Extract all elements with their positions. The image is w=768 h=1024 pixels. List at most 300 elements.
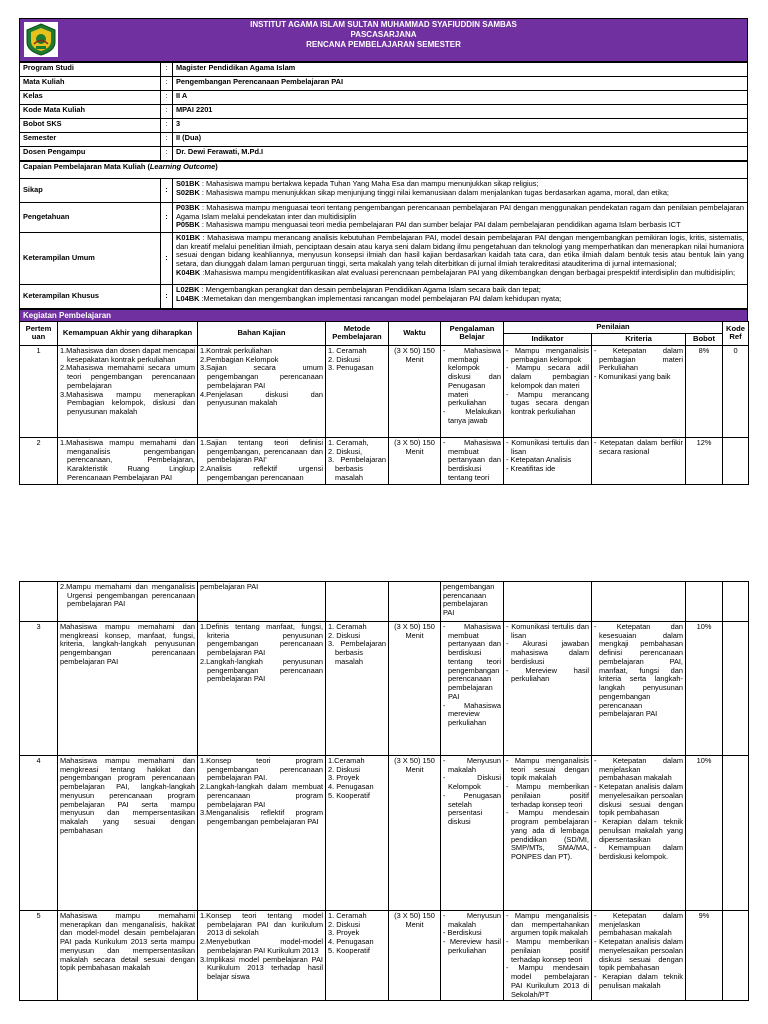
info-value: Magister Pendidikan Agama Islam: [173, 63, 748, 77]
outcome-section: [20, 285, 748, 309]
pengalaman-cell: [441, 911, 504, 1001]
info-colon: :: [161, 105, 173, 119]
meeting-row: [20, 911, 749, 1001]
pengalaman-cell-item: [443, 757, 501, 774]
header-institution-name: INSTITUT AGAMA ISLAM SULTAN MUHAMMAD SYAFIUDDIN SAMBAS: [250, 20, 517, 29]
bobot-cell: 8%: [686, 345, 723, 437]
indikator-cell-item: [506, 667, 589, 684]
indikator-cell-item: [506, 938, 589, 964]
dash-bullet: -: [594, 782, 600, 792]
waktu-cell: (3 X 50) 150 Menit: [389, 345, 441, 437]
outcome-section: [20, 233, 748, 285]
bahan-cell-item: 3.Sajian secara umum pengembangan perencanaan pembelajaran PAI: [200, 363, 323, 390]
pengalaman-cell-item: [443, 439, 501, 483]
pengalaman-cell-item: [443, 912, 501, 929]
kriteria-cell-item: [594, 973, 683, 990]
info-colon: :: [161, 91, 173, 105]
indikator-cell-item: [506, 439, 589, 456]
header-document-title: RENCANA PEMBELAJARAN SEMESTER: [306, 40, 461, 49]
dash-bullet: -: [594, 372, 599, 382]
metode-cell-item: 3. Penugasan: [328, 363, 374, 373]
pengalaman-cell: [441, 622, 504, 756]
outcome-text: :Memetakan dan mengembangkan implementasi rancangan model pembelajaran PAI dalam kehidupan nyata;: [199, 293, 562, 303]
meeting-number: 2: [20, 437, 58, 484]
indikator-cell-text: Mampu memberikan penilaian positif terhadap konsep teori: [511, 782, 589, 809]
outcome-text: : Mahasiswa mampu bertakwa kepada Tuhan Yang Maha Esa dan mampu menunjukkan sikap religius;: [199, 179, 539, 188]
kegiatan-table: [19, 321, 749, 485]
dash-bullet: -: [443, 700, 465, 710]
indikator-cell-text: Mampu merancang tugas secara dengan kontrak perkuliahan: [511, 389, 589, 417]
dash-bullet: -: [506, 345, 515, 355]
info-row: [20, 105, 748, 119]
dash-bullet: -: [443, 937, 450, 947]
bahan-cell-item: 3.Implikasi model pembelajaran PAI Kurikulum 2013 terhadap hasil belajar siswa: [200, 954, 323, 982]
dash-bullet: -: [443, 345, 465, 355]
info-value: Dr. Dewi Ferawati, M.Pd.I: [173, 147, 748, 161]
outcome-code: P05BK: [176, 220, 200, 230]
bahan-cell-item: 2.Analisis reflektif urgensi pengembangan perencanaan: [200, 464, 323, 482]
info-label: Mata Kuliah: [20, 77, 161, 91]
kriteria-cell-text: Ketepatan analisis dalam menyelesaikan persoalan diskusi sesuai dengan topik pembahasan: [599, 782, 683, 818]
indikator-cell-item: [506, 623, 589, 640]
kriteria-cell-text: Kerapian dalam teknik penulisan makalah yang dipersentasikan: [599, 817, 683, 844]
kemampuan-cell: [58, 437, 198, 484]
info-label: Kode Mata Kuliah: [20, 105, 161, 119]
metode-cell: [326, 622, 389, 756]
dash-bullet: -: [506, 911, 515, 920]
info-label: Program Studi: [20, 63, 161, 77]
metode-cell-item: 2. Diskusi: [328, 630, 361, 640]
meeting-number: [20, 582, 58, 622]
indikator-cell: [504, 911, 592, 1001]
indikator-cell-item: [506, 964, 589, 999]
learning-outcome-table: [19, 161, 748, 309]
outcome-code: L04BK: [176, 293, 200, 303]
kegiatan-title: Kegiatan Pembelajaran: [19, 309, 748, 321]
outcome-text: : Mahasiswa mampu menguasai teori media pembelajaran PAI dan sumber belajar PAI dalam pembelajaran pendidikan agama Islam berbasis ICT: [199, 220, 681, 230]
outcome-colon: :: [161, 233, 173, 285]
dash-bullet: -: [443, 911, 467, 920]
indikator-cell-text: Mampu memberikan penilaian positif terhadap konsep teori: [511, 937, 589, 964]
indikator-cell-item: [506, 364, 589, 390]
indikator-cell-item: [506, 783, 589, 809]
kemampuan-cell-item: 1.Mahasiswa mampu memahami dan menganalisis pengembangan perencanaan, Pembelajaran, Karakteristik Ruang Lingkup Perencanaan Pembelajaran PAI: [60, 437, 195, 482]
metode-cell: [326, 582, 389, 622]
col-bobot: Bobot: [686, 333, 723, 345]
waktu-cell: (3 X 50) 150 Menit: [389, 756, 441, 911]
indikator-cell-text: Komunikasi tertulis dan lisan: [511, 437, 589, 456]
outcome-colon: :: [161, 179, 173, 203]
kriteria-cell: [592, 345, 686, 437]
bahan-cell: [198, 911, 326, 1001]
indikator-cell-text: Mereview hasil perkuliahan: [511, 665, 589, 684]
kemampuan-cell-item: 2.Mahasiswa memahami secara umum teori pengembangan perencanaan pembelajaran: [60, 363, 195, 390]
indikator-cell-item: [506, 640, 589, 666]
pengalaman-cell-text: Diskusi Kelompok: [448, 773, 501, 792]
header-faculty: PASCASARJANA: [350, 30, 417, 39]
col-kemampuan: Kemampuan Akhir yang diharapkan: [58, 322, 198, 346]
waktu-cell: (3 X 50) 150 Menit: [389, 622, 441, 756]
col-pertemuan: Pertem uan: [20, 322, 58, 346]
metode-cell-item: 1. Ceramah,: [328, 437, 369, 447]
info-colon: :: [161, 63, 173, 77]
bahan-cell-item: 2.Langkah-langkah dalam membuat perencanaan program pembelajaran PAI: [200, 782, 323, 809]
col-bahan: Bahan Kajian: [198, 322, 326, 346]
bahan-cell: [198, 345, 326, 437]
metode-cell-item: 4. Penugasan: [328, 937, 374, 947]
outcome-code: S02BK: [176, 187, 200, 197]
indikator-cell-item: [506, 912, 589, 938]
metode-cell-item: 5. Kooperatif: [328, 945, 370, 955]
indikator-cell-item: [506, 347, 589, 364]
kriteria-cell-item: [594, 938, 683, 973]
meeting-row: [20, 345, 749, 437]
pengalaman-cell-text: Berdiskusi: [447, 928, 482, 938]
dash-bullet: -: [594, 437, 600, 447]
indikator-cell-item: [506, 757, 589, 783]
info-value: Pengembangan Perencanaan Pembelajaran PAI: [173, 77, 748, 91]
pengalaman-cell-item: [443, 623, 501, 702]
pengalaman-cell-text: Mahasiswa membuat pertanyaan dan berdiskusi tentang teori pengembangan perencanaan pembelajaran PAI: [448, 622, 501, 701]
kriteria-cell-item: [594, 757, 683, 783]
metode-cell: [326, 911, 389, 1001]
info-value: MPAI 2201: [173, 105, 748, 119]
meeting-row: [20, 437, 749, 484]
indikator-cell-item: [506, 809, 589, 861]
learning-outcome-title: Capaian Pembelajaran Mata Kuliah (Learning Outcome): [20, 162, 748, 179]
bahan-cell: [198, 437, 326, 484]
indikator-cell: [504, 582, 592, 622]
kode-ref-cell: 0: [723, 345, 749, 437]
indikator-cell: [504, 345, 592, 437]
kemampuan-cell-item: 2.Mampu memahami dan menganalisis Urgensi pengembangan perencanaan pembelajaran PAI: [60, 582, 195, 609]
outcome-item: [176, 234, 744, 269]
outcome-code: S01BK: [176, 179, 200, 188]
outcome-item: [176, 221, 744, 230]
kriteria-cell: [592, 911, 686, 1001]
pengalaman-cell-item: [443, 792, 501, 827]
kriteria-cell-item: [594, 844, 683, 861]
info-value: II (Dua): [173, 133, 748, 147]
course-info-table: [19, 62, 748, 161]
info-label: Kelas: [20, 91, 161, 105]
kriteria-cell: [592, 622, 686, 756]
dash-bullet: -: [506, 389, 518, 399]
meeting-number: 1: [20, 345, 58, 437]
outcome-code: L02BK: [176, 285, 200, 294]
pengalaman-cell-text: Penugasan setelah persentasi diskusi: [448, 790, 501, 827]
dash-bullet: -: [594, 622, 617, 631]
indikator-cell-text: Mampu menganalisis dan mempertahankan argumen topik makalah: [511, 911, 589, 938]
col-indikator: Indikator: [504, 333, 592, 345]
col-kriteria: Kriteria: [592, 333, 686, 345]
bobot-cell: 10%: [686, 756, 723, 911]
indikator-cell-text: Mampu menganalisis pembagian kelompok: [511, 345, 589, 364]
info-row: [20, 77, 748, 91]
bobot-cell: [686, 582, 723, 622]
dash-bullet: -: [506, 782, 517, 792]
metode-cell-item: 1.Ceramah: [328, 756, 365, 765]
metode-cell-item: 2. Diskusi,: [328, 446, 363, 456]
bahan-cell: [198, 756, 326, 911]
bahan-cell-item: 2.Langkah-langkah penyusunan pengembangan perencanaan pembelajaran PAI: [200, 656, 323, 684]
metode-cell-item: 2. Diskusi: [328, 354, 361, 364]
rps-page-2: [19, 581, 748, 1001]
metode-cell-item: 4. Penugasan: [328, 782, 374, 792]
indikator-cell-text: Kreatifitas ide: [510, 464, 556, 474]
outcome-text: : Mahasiswa mampu merancang analisis kebutuhan Pembelajaran PAI, model desain pembelajaran PAI dengan mengembangkan pemikiran logis, kritis, sistematis, dan kreatif melalui penelitian ilmiah, penciptaan desain atau karya seni dalam bidang ilmu pengetahuan dan teknologi yang memperhatikan dan menerapkan nilai humaniora sesuai dengan bidang keahliannya, menyusun konsepsi ilmiah dan hasil kajian berdasarkan kaidah tata cara, dan etika ilmiah dalam bentuk tesis atau bentuk lain yang setara, dan diunggah dalam laman perguruan tinggi, serta makalah yang telah diterbitkan di jurnal ilmiah terakreditasi atauditerima di jurnal internasional;: [176, 233, 744, 269]
bahan-cell-item: 1.Konsep teori tentang model pembelajaran PAI dan kurikulum 2013 di sekolah: [200, 911, 323, 938]
kegiatan-table-continued: [19, 581, 749, 1001]
kemampuan-cell: Mahasiswa mampu memahami menerapkan dan menganalisis, hakikat dan model-model desain pembelajaran PAI pada Kurikulum 2013 serta mampu menyusun dan mempersentasikan makalah secara detail sesuai dengan topik pembahasan makalah: [58, 911, 198, 1001]
indikator-cell: [504, 756, 592, 911]
metode-cell-item: 1. Ceramah: [328, 911, 367, 920]
dash-bullet: -: [506, 665, 526, 675]
bobot-cell: 10%: [686, 622, 723, 756]
outcome-section-label: Pengetahuan: [20, 203, 161, 233]
kriteria-cell-item: [594, 439, 683, 456]
dash-bullet: -: [443, 773, 478, 783]
kriteria-cell-item: [594, 818, 683, 844]
waktu-cell: (3 X 50) 150 Menit: [389, 437, 441, 484]
kemampuan-cell: [58, 582, 198, 622]
kriteria-cell: [592, 582, 686, 622]
institution-header: [19, 18, 748, 62]
metode-cell: [326, 345, 389, 437]
bahan-cell-item: 1.Kontrak perkuliahan: [200, 345, 272, 355]
kriteria-cell-text: Ketepatan dan kesesuaian dalam mengkaji pembahasan definisi perencanaan pembelajaran PAI, manfaat, fungsi dan kriteria serta langkah-langkah penyusunan pengembangan perencanaan pembelajaran PAI: [599, 622, 683, 719]
info-row: [20, 91, 748, 105]
kemampuan-cell-item: 1.Mahasiswa dan dosen dapat mencapai kesepakatan kontrak perkuliahan: [60, 345, 195, 364]
pengalaman-cell-item: [443, 408, 501, 425]
info-row: [20, 119, 748, 133]
metode-cell: [326, 437, 389, 484]
kode-ref-cell: [723, 582, 749, 622]
metode-cell-item: 1. Ceramah: [328, 622, 367, 631]
kriteria-cell-text: Komunikasi yang baik: [598, 372, 671, 382]
pengalaman-cell-item: [443, 347, 501, 408]
info-label: Semester: [20, 133, 161, 147]
dash-bullet: -: [594, 972, 603, 982]
col-metode: Metode Pembelajaran: [326, 322, 389, 346]
dash-bullet: -: [506, 464, 511, 474]
info-label: Bobot SKS: [20, 119, 161, 133]
meeting-row: [20, 756, 749, 911]
outcome-section-label: Sikap: [20, 179, 161, 203]
bahan-cell-item: 1.Konsep teori program pengembangan perencanaan pembelajaran PAI.: [200, 756, 323, 783]
kriteria-cell-text: Ketepatan dalam menjelaskan pembahasan makalah: [599, 756, 683, 783]
kode-ref-cell: [723, 437, 749, 484]
outcome-items: [173, 285, 748, 309]
outcome-colon: :: [161, 203, 173, 233]
col-waktu: Waktu: [389, 322, 441, 346]
bobot-cell: 9%: [686, 911, 723, 1001]
dash-bullet: -: [506, 937, 517, 947]
dash-bullet: -: [443, 437, 465, 447]
kriteria-cell-text: Kemampuan dalam berdiskusi kelompok.: [599, 843, 684, 862]
pengalaman-cell-item: [443, 774, 501, 791]
bahan-cell: [198, 582, 326, 622]
iais-logo-icon: [24, 22, 58, 57]
waktu-cell: (3 X 50) 150 Menit: [389, 911, 441, 1001]
metode-cell-item: 5. Kooperatif: [328, 790, 370, 800]
info-value: II A: [173, 91, 748, 105]
meeting-number: 5: [20, 911, 58, 1001]
dash-bullet: -: [506, 437, 512, 447]
outcome-item: [176, 269, 744, 278]
meeting-row: [20, 582, 749, 622]
outcome-text: : Mahasiswa mampu menguasai teori tentang pengembangan perencanaan pembelajaran PAI dengan menggunakan pendekatan ragam dan penilaian pembelajaran Agama Islam melalui pendekatan inter dan multidisiplin: [176, 203, 744, 221]
kemampuan-cell-item: 3.Mahasiswa mampu menerapkan Pembagian kelompok, diskusi dan penyusunan makalah: [60, 389, 195, 417]
kode-ref-cell: [723, 622, 749, 756]
indikator-cell-item: [506, 391, 589, 417]
dash-bullet: -: [594, 843, 609, 853]
kriteria-cell-text: Ketepatan analisis dalam menyelesaikan persoalan diskusi sesuai dengan topik pembahasan: [599, 937, 683, 973]
kriteria-cell: [592, 437, 686, 484]
dash-bullet: -: [506, 808, 519, 818]
dash-bullet: -: [594, 911, 613, 920]
dash-bullet: -: [594, 345, 613, 355]
dash-bullet: -: [443, 928, 448, 938]
pengalaman-cell-text: Melakukan tanya jawab: [448, 407, 501, 425]
kode-ref-cell: [723, 911, 749, 1001]
indikator-cell-text: Mampu secara adil dalam pembagian kelompok dan materi: [511, 363, 589, 390]
dash-bullet: -: [443, 622, 465, 631]
pengalaman-cell: [441, 756, 504, 911]
kode-ref-cell: [723, 756, 749, 911]
dash-bullet: -: [594, 817, 603, 827]
indikator-cell-item: [506, 465, 589, 474]
outcome-items: [173, 179, 748, 203]
meeting-row: [20, 622, 749, 756]
pengalaman-cell-text: Mahasiswa membuat pertanyaan dan berdiskusi tentang teori: [448, 437, 501, 482]
metode-cell-item: 1. Ceramah: [328, 345, 367, 355]
kriteria-cell-text: Ketepatan dalam berfikir secara rasional: [599, 437, 683, 456]
kriteria-cell: [592, 756, 686, 911]
kriteria-cell-item: [594, 347, 683, 373]
kriteria-cell-item: [594, 373, 683, 382]
metode-cell-item: 3. Pembelajaran berbasis masalah: [328, 455, 386, 482]
bahan-cell-item: pembelajaran PAI: [200, 582, 259, 591]
metode-cell-item: 3. Pembelajaran berbasis masalah: [328, 639, 386, 666]
kriteria-cell-text: Ketepatan dalam menjelaskan pembahasan makalah: [599, 911, 683, 938]
indikator-cell: [504, 437, 592, 484]
dash-bullet: -: [443, 790, 464, 800]
rps-page-1: [19, 18, 748, 485]
pengalaman-cell-item: [443, 938, 501, 955]
pengalaman-cell-text: Menyusun makalah: [448, 911, 501, 929]
indikator-cell-text: Mampu menganalisis teori sesuai dengan topik makalah: [511, 756, 589, 783]
info-row: [20, 133, 748, 147]
outcome-section-label: Keterampilan Khusus: [20, 285, 161, 309]
metode-cell-item: 2. Diskusi: [328, 764, 361, 774]
indikator-cell: [504, 622, 592, 756]
indikator-cell-text: Mampu mendesain program pembelajaran yang ada di lembaga pendidikan (SD/MI, SMP/MTs, SMA/MA, PONPES dan PT).: [511, 808, 589, 862]
info-row: [20, 63, 748, 77]
kemampuan-cell: Mahasiswa mampu memahami dan mengkreasi tentang hakikat dan pengembangan program perencanaan pembelajaran PAI, langkah-langkah menyusun perencanaan program pembelajaran PAI serta mampu menyusun dan mempersentasikan makalah yang sesuai dengan pembahasan: [58, 756, 198, 911]
outcome-section: [20, 203, 748, 233]
kemampuan-cell: [58, 345, 198, 437]
bahan-cell-item: 2.Pembagian Kelompok: [200, 354, 279, 364]
outcome-code: K04BK: [176, 267, 201, 277]
pengalaman-cell-text: Mahasiswa membagi kelompok diskusi dan Penugasan materi perkuliahan: [448, 345, 501, 408]
col-pengalaman: Pengalaman Belajar: [441, 322, 504, 346]
outcome-code: K01BK: [176, 233, 201, 242]
kriteria-cell-item: [594, 783, 683, 818]
indikator-cell-text: Mampu mendesain model pembelajaran PAI Kurikulum 2013 di Sekolah/PT: [511, 963, 589, 999]
dash-bullet: -: [506, 639, 523, 649]
pengalaman-cell: pengembangan perencanaan pembelajaran PAI: [441, 582, 504, 622]
dash-bullet: -: [594, 756, 613, 765]
bahan-cell-item: 1.Definis tentang manfaat, fungsi, kriteria penyusunan pengembangan perencanaan pembelajaran PAI: [200, 622, 323, 658]
waktu-cell: [389, 582, 441, 622]
dash-bullet: -: [506, 963, 519, 973]
metode-cell: [326, 756, 389, 911]
outcome-section: [20, 179, 748, 203]
metode-cell-item: 2. Diskusi: [328, 919, 361, 929]
outcome-items: [173, 233, 748, 285]
bahan-cell-item: 2.Menyebutkan model-model pembelajaran PAI Kurikulum 2013: [200, 937, 323, 955]
outcome-section-label: Keterampilan Umum: [20, 233, 161, 285]
indikator-cell-text: Akurasi jawaban mahasiswa dalam berdiskusi: [511, 639, 589, 666]
info-colon: :: [161, 133, 173, 147]
indikator-cell-text: Komunikasi tertulis dan lisan: [511, 622, 589, 640]
kriteria-cell-item: [594, 623, 683, 719]
bahan-cell-item: 3.Menganalisis reflektif program pengembangan pembelajaran PAI: [200, 808, 323, 827]
outcome-item: [176, 295, 744, 304]
kemampuan-cell: Mahasiswa mampu memahami dan mengkreasi konsep, manfaat, fungsi, kriteria, langkah-langkah penyusunan pengembangan perencanaan pembelajaran PAI: [58, 622, 198, 756]
metode-cell-item: 3. Proyek: [328, 928, 360, 938]
pengalaman-cell-item: [443, 702, 501, 728]
dash-bullet: -: [506, 363, 516, 373]
info-colon: :: [161, 77, 173, 91]
info-colon: :: [161, 119, 173, 133]
outcome-item: [176, 189, 744, 198]
indikator-cell-text: Ketepatan Analisis: [510, 455, 572, 465]
info-label: Dosen Pengampu: [20, 147, 161, 161]
pengalaman-cell-text: Mahasiswa mereview perkuliahan: [448, 700, 501, 728]
info-value: 3: [173, 119, 748, 133]
dash-bullet: -: [443, 756, 467, 765]
dash-bullet: -: [506, 756, 515, 765]
meeting-number: 3: [20, 622, 58, 756]
kriteria-cell-text: Ketepatan dalam pembagian materi Perkuliahan: [599, 345, 683, 373]
outcome-text: :Mahasiswa mampu mengidentifikasikan alat evaluasi perencnaan pembelajaran PAI yang dikembangkan dengan berbagai prespektif interdisiplin dan multidisiplin;: [200, 267, 736, 277]
kriteria-cell-text: Kerapian dalam teknik penulisan makalah: [599, 972, 683, 990]
dash-bullet: -: [506, 622, 512, 631]
bahan-cell-item: 1.Sajian tentang teori definisi pengembangan, perencanaan dan pembelajaran PAI': [200, 437, 323, 465]
metode-cell-item: 3. Proyek: [328, 773, 360, 783]
dash-bullet: -: [506, 455, 511, 465]
outcome-colon: :: [161, 285, 173, 309]
info-colon: :: [161, 147, 173, 161]
bahan-cell: [198, 622, 326, 756]
col-kode-ref: Kode Ref: [723, 322, 749, 346]
bobot-cell: 12%: [686, 437, 723, 484]
meeting-number: 4: [20, 756, 58, 911]
pengalaman-cell-text: Mereview hasil perkuliahan: [448, 937, 501, 955]
outcome-code: P03BK: [176, 203, 200, 212]
pengalaman-cell-text: Menyusun makalah: [448, 756, 501, 774]
outcome-item: [176, 204, 744, 221]
outcome-text: : Mahasiswa mampu menunjukkan sikap menjunjung tinggi nilai kemanusiaan dalam menjalankan tugas berdasarkan agama, moral, dan etika;: [199, 187, 669, 197]
dash-bullet: -: [443, 407, 466, 417]
outcome-text: : Mengembangkan perangkat dan desain pembelajaran Pendidikan Agama Islam secara baik dan tepat;: [199, 285, 541, 294]
outcome-items: [173, 203, 748, 233]
info-row: [20, 147, 748, 161]
pengalaman-cell: [441, 437, 504, 484]
kriteria-cell-item: [594, 912, 683, 938]
